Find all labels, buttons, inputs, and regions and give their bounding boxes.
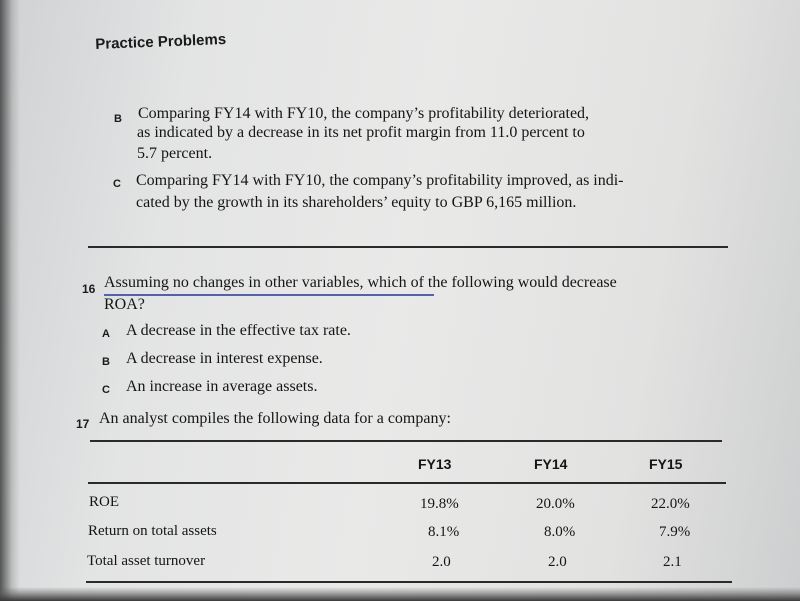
row-label-return-on-total-assets: Return on total assets	[88, 523, 217, 539]
table-header-rule	[88, 482, 726, 484]
cell-roe-fy13: 19.8%	[420, 496, 459, 512]
page-shadow-left	[0, 0, 20, 601]
cell-rota-fy15: 7.9%	[659, 524, 691, 540]
option-letter-c: C	[113, 178, 121, 190]
option-b-line-3: 5.7 percent.	[137, 145, 213, 162]
cell-roe-fy14: 20.0%	[536, 496, 575, 512]
question-16-line-2: ROA?	[104, 296, 145, 313]
cell-tat-fy15: 2.1	[663, 554, 682, 570]
cell-tat-fy14: 2.0	[548, 554, 567, 570]
section-divider	[88, 246, 728, 248]
option-b-line-2: as indicated by a decrease in its net profit margin from 11.0 percent to	[137, 124, 585, 141]
cell-roe-fy15: 22.0%	[651, 496, 690, 512]
page-shadow-bottom	[0, 587, 800, 601]
pen-underline	[104, 294, 434, 296]
column-header-fy13: FY13	[418, 456, 452, 472]
option-b-line-1: Comparing FY14 with FY10, the company’s profitability deteriorated,	[138, 105, 590, 122]
option-c-line-1: Comparing FY14 with FY10, the company’s profitability improved, as indi-	[136, 172, 624, 189]
q16-option-c-text: An increase in average assets.	[126, 378, 318, 395]
q16-option-letter-a: A	[102, 328, 110, 340]
row-label-total-asset-turnover: Total asset turnover	[87, 553, 206, 569]
question-number-16: 16	[82, 282, 96, 296]
column-header-fy14: FY14	[534, 456, 568, 472]
row-label-roe: ROE	[89, 494, 119, 510]
q16-option-a-text: A decrease in the effective tax rate.	[126, 322, 351, 339]
option-letter-b: B	[114, 113, 122, 125]
q16-option-letter-b: B	[102, 356, 110, 368]
question-number-17: 17	[76, 417, 90, 431]
question-16-line-1: Assuming no changes in other variables, which of the following would decrease	[104, 274, 617, 291]
option-c-line-2: cated by the growth in its shareholders’ equity to GBP 6,165 million.	[136, 194, 577, 211]
q16-option-b-text: A decrease in interest expense.	[126, 350, 323, 367]
table-top-rule	[90, 440, 722, 442]
cell-rota-fy13: 8.1%	[428, 524, 460, 540]
cell-rota-fy14: 8.0%	[544, 524, 576, 540]
page-header: Practice Problems	[95, 30, 227, 53]
question-17-text: An analyst compiles the following data for a company:	[99, 410, 451, 427]
q16-option-letter-c: C	[102, 384, 110, 396]
column-header-fy15: FY15	[649, 456, 683, 472]
table-bottom-rule	[86, 581, 732, 583]
cell-tat-fy13: 2.0	[432, 554, 451, 570]
